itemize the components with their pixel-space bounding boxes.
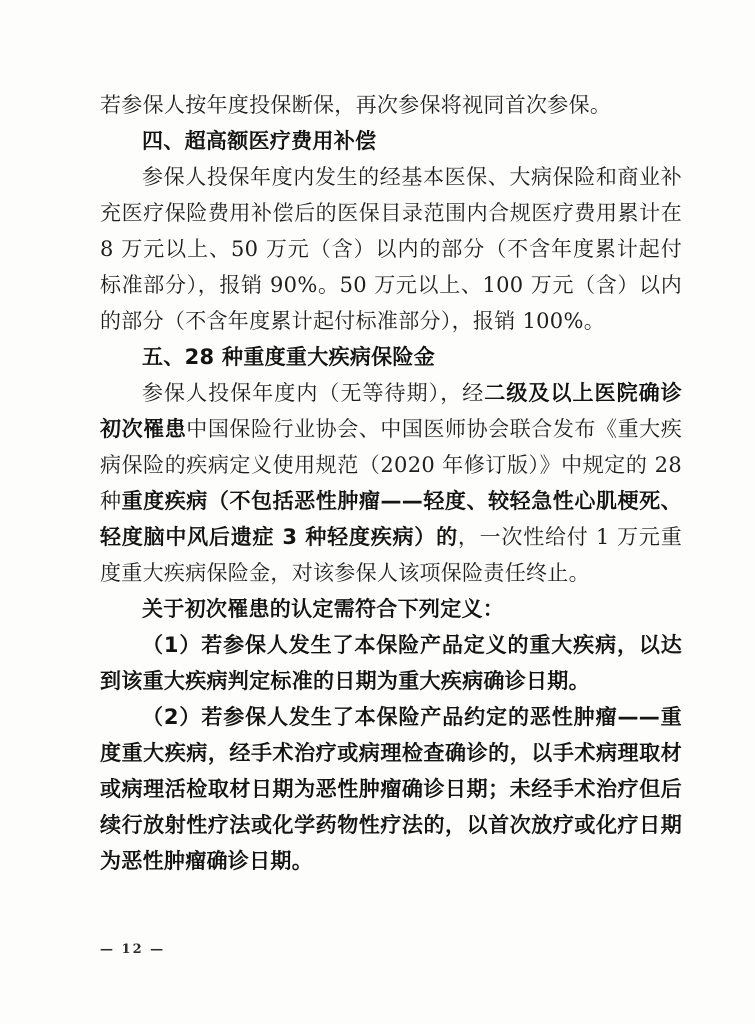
text-run: ，一次性给付 1 万元重度重大疾病保险金，对该参保人该项保险责任终止。 bbox=[100, 525, 683, 585]
text-run: 二级及以上医院确诊初次罹患 bbox=[100, 381, 682, 441]
heading-section-4 bbox=[100, 123, 682, 159]
page-footer bbox=[100, 942, 165, 957]
heading-section-5 bbox=[100, 339, 682, 375]
page-number: — 12 — bbox=[100, 942, 166, 957]
text-run: 参保人投保年度内发生的经基本医保、大病保险和商业补充医疗保险费用补偿后的医保目录范围内合规医疗费用累计在 8 万元以上、50 万元（含）以内的部分（不含年度累计起付标准部分），报销 90%。50 万元以上、100 万元（含）以内的部分（不含年度累计起付标准部分），报销 100%。 bbox=[100, 165, 682, 333]
text-run: 重度疾病（不包括恶性肿瘤——轻度、较轻急性心肌梗死、轻度脑中风后遗症 3 种轻度疾病）的 bbox=[100, 489, 682, 549]
paragraph-section-5 bbox=[100, 375, 682, 591]
text-run: 参保人投保年度内（无等待期），经 bbox=[142, 381, 485, 405]
text-run: 中国保险行业协会、中国医师协会联合发布《重大疾病保险的疾病定义使用规范（2020 年修订版）》中规定的 28 种 bbox=[100, 417, 682, 513]
text-run: 关于初次罹患的认定需符合下列定义： bbox=[142, 597, 505, 621]
text-run: 若参保人按年度投保断保，再次参保将视同首次参保。 bbox=[100, 93, 612, 117]
paragraph-definitions-intro bbox=[100, 591, 682, 627]
paragraph-definition-1 bbox=[100, 627, 682, 699]
paragraph-continuation bbox=[100, 87, 682, 123]
text-run: 四、超高额医疗费用补偿 bbox=[142, 129, 377, 153]
text-run: （1）若参保人发生了本保险产品定义的重大疾病，以达到该重大疾病判定标准的日期为重大疾病确诊日期。 bbox=[100, 633, 682, 693]
paragraph-definition-2 bbox=[100, 699, 682, 879]
paragraph-section-4 bbox=[100, 159, 682, 339]
text-run: （2）若参保人发生了本保险产品约定的恶性肿瘤——重度重大疾病，经手术治疗或病理检查确诊的，以手术病理取材或病理活检取材日期为恶性肿瘤确诊日期；未经手术治疗但后续行放射性疗法或化学药物性疗法的，以首次放疗或化疗日期为恶性肿瘤确诊日期。 bbox=[100, 705, 682, 873]
text-run: 五、28 种重度重大疾病保险金 bbox=[142, 345, 436, 369]
document-content bbox=[100, 87, 682, 879]
